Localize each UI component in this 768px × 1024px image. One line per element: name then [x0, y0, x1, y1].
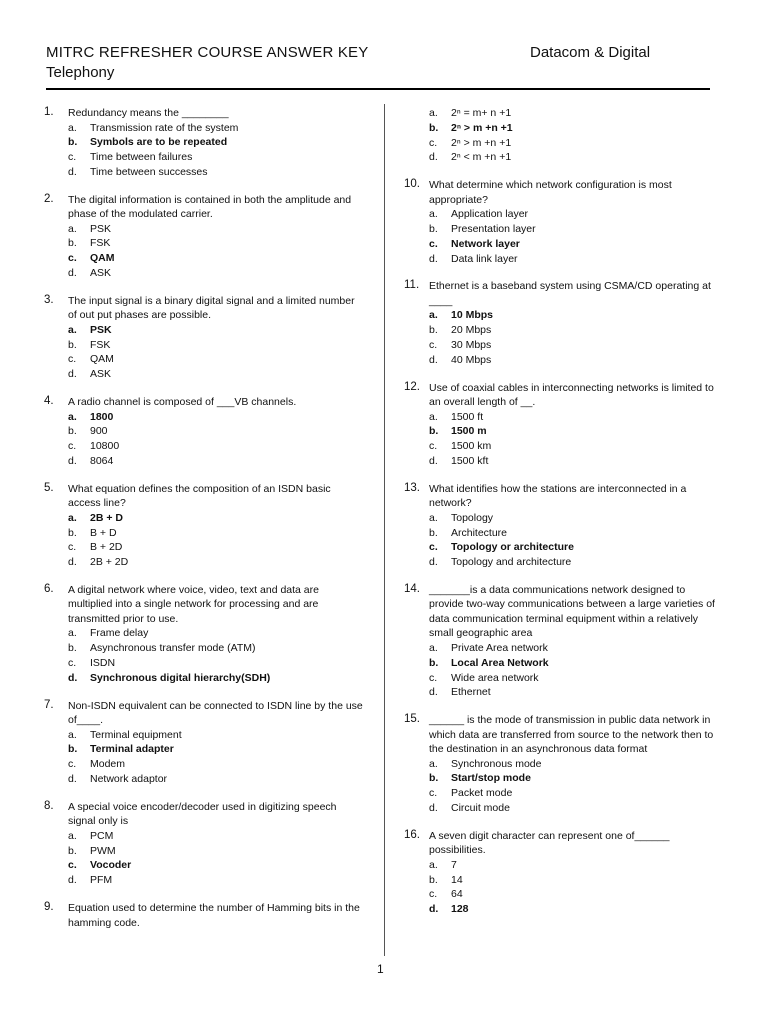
option-letter: c. — [68, 252, 77, 265]
answer-option — [68, 772, 364, 787]
option-text: Vocoder — [90, 859, 132, 872]
option-letter: d. — [68, 368, 77, 381]
answer-option-correct — [68, 135, 364, 150]
column-divider — [384, 104, 385, 956]
answer-option-correct — [68, 511, 364, 526]
option-text: 128 — [451, 903, 469, 916]
option-text: 2ⁿ = m+ n +1 — [451, 107, 512, 119]
question-item — [44, 106, 364, 180]
question-number: 8. — [44, 799, 54, 812]
option-letter: d. — [68, 773, 77, 786]
answer-option — [68, 236, 364, 251]
option-letter: b. — [68, 338, 77, 351]
question-item — [404, 829, 722, 917]
answer-option — [429, 555, 722, 570]
option-text: Packet mode — [451, 787, 513, 800]
option-text: Time between failures — [90, 151, 193, 164]
answer-option — [429, 252, 722, 267]
option-text: FSK — [90, 338, 111, 351]
question-item — [404, 713, 722, 816]
answer-option — [68, 454, 364, 469]
answer-option — [429, 873, 722, 888]
question-number: 7. — [44, 698, 54, 711]
question-text: What identifies how the stations are interconnected in a network? — [429, 482, 687, 510]
answer-option-correct — [68, 323, 364, 338]
option-letter: c. — [68, 151, 77, 164]
option-text: Start/stop mode — [451, 772, 531, 785]
question-text: The digital information is contained in both the amplitude and phase of the modulated carrier. — [68, 193, 352, 221]
option-text: Local Area Network — [451, 656, 549, 669]
option-letter: a. — [429, 208, 438, 221]
question-number: 11. — [404, 279, 420, 292]
answer-option — [429, 150, 722, 165]
option-text: Ethernet — [451, 686, 491, 699]
option-letter: d. — [429, 556, 438, 569]
option-letter: c. — [429, 338, 438, 351]
option-letter: a. — [68, 410, 77, 423]
question-item — [44, 583, 364, 686]
answer-option — [429, 858, 722, 873]
answer-option-correct — [68, 671, 364, 686]
option-letter: b. — [68, 425, 77, 438]
answer-option — [68, 540, 364, 555]
question-item — [404, 381, 722, 469]
answer-option — [429, 222, 722, 237]
option-text: Terminal equipment — [90, 728, 182, 741]
question-number: 6. — [44, 582, 54, 595]
option-letter: b. — [68, 743, 78, 756]
option-text: Topology — [451, 511, 494, 524]
answer-option — [429, 439, 722, 454]
option-text: 2B + 2D — [90, 556, 129, 569]
option-text: PFM — [90, 874, 113, 887]
option-text: 7 — [451, 858, 457, 871]
left-column — [44, 106, 364, 943]
option-text: PCM — [90, 829, 114, 842]
answer-option — [429, 323, 722, 338]
option-letter: c. — [68, 859, 77, 872]
answer-option — [68, 424, 364, 439]
answer-option-correct — [429, 308, 722, 323]
option-text: 2B + D — [90, 511, 123, 524]
question-text: What determine which network configuration is most appropriate? — [429, 179, 672, 206]
option-letter: b. — [429, 772, 439, 785]
answer-option-correct — [68, 858, 364, 873]
answer-option-correct — [429, 902, 722, 917]
question-item — [44, 482, 364, 570]
answer-option — [429, 410, 722, 425]
question-text: Use of coaxial cables in interconnecting networks is limited to an overall length of __. — [429, 381, 714, 409]
option-text: Symbols are to be repeated — [90, 136, 228, 149]
answer-option — [68, 338, 364, 353]
option-letter: b. — [429, 526, 438, 539]
option-text: Time between successes — [90, 165, 208, 178]
option-text: Terminal adapter — [90, 743, 174, 756]
option-text: 10800 — [90, 440, 120, 453]
question-number: 14. — [404, 582, 420, 595]
answer-option — [68, 439, 364, 454]
question-item — [44, 193, 364, 281]
option-letter: c. — [429, 136, 438, 149]
option-text: Frame delay — [90, 627, 149, 640]
question-text: A special voice encoder/decoder used in digitizing speech signal only is — [68, 800, 337, 828]
option-letter: a. — [429, 410, 438, 423]
option-letter: b. — [68, 237, 77, 250]
page-header — [46, 44, 714, 84]
answer-option — [429, 641, 722, 656]
option-text: PSK — [90, 222, 112, 235]
option-text: 20 Mbps — [451, 324, 492, 337]
question-text: A digital network where voice, video, text and data are multiplied into a single network for processing and are transmitted prior to use. — [68, 583, 319, 625]
option-text: 64 — [451, 888, 463, 901]
option-letter: a. — [429, 107, 438, 119]
option-letter: b. — [429, 425, 439, 438]
option-text: Network layer — [451, 237, 520, 250]
option-text: ASK — [90, 368, 112, 381]
header-rule — [46, 88, 710, 90]
option-letter: b. — [429, 873, 438, 886]
right-column — [404, 106, 722, 930]
answer-option — [68, 873, 364, 888]
answer-option — [429, 353, 722, 368]
option-text: Network adaptor — [90, 773, 168, 786]
option-letter: a. — [68, 222, 77, 235]
option-letter: b. — [68, 844, 77, 857]
answer-option — [429, 671, 722, 686]
option-letter: c. — [68, 440, 77, 453]
option-letter: b. — [68, 526, 77, 539]
option-text: Transmission rate of the system — [90, 121, 239, 134]
option-text: 1500 km — [451, 440, 492, 453]
option-letter: a. — [68, 829, 77, 842]
option-letter: c. — [68, 353, 77, 366]
option-text: 10 Mbps — [451, 309, 494, 322]
option-text: ISDN — [90, 657, 116, 670]
question-item — [404, 482, 722, 570]
question-number: 1. — [44, 106, 54, 118]
answer-option — [429, 786, 722, 801]
option-text: 1500 m — [451, 425, 487, 438]
document-title: MITRC REFRESHER COURSE ANSWER KEY — [46, 44, 369, 61]
answer-option — [429, 106, 722, 121]
option-letter: d. — [68, 874, 77, 887]
option-letter: d. — [429, 353, 438, 366]
option-text: Topology or architecture — [451, 541, 574, 554]
question-text: ______ is the mode of transmission in public data network in which data are transferred from source to the network then to the destination in an asynchronous data format — [429, 714, 714, 756]
answer-option — [429, 526, 722, 541]
question-text: Redundancy means the ________ — [68, 107, 229, 119]
option-letter: a. — [429, 641, 438, 654]
question-item — [404, 583, 722, 700]
question-number: 10. — [404, 178, 420, 191]
question-item — [44, 901, 364, 930]
question-item — [404, 178, 722, 266]
option-text: Wide area network — [451, 671, 539, 684]
option-letter: b. — [429, 324, 438, 337]
answer-option-correct — [429, 121, 722, 136]
option-letter: c. — [68, 541, 77, 554]
option-letter: a. — [429, 858, 438, 871]
answer-option — [68, 165, 364, 180]
answer-option-correct — [68, 410, 364, 425]
option-letter: b. — [429, 121, 439, 134]
option-text: Application layer — [451, 208, 529, 221]
option-letter: a. — [68, 511, 77, 524]
page-number: 1 — [377, 962, 384, 976]
option-letter: d. — [68, 454, 77, 467]
option-text: 2ⁿ > m +n +1 — [451, 136, 512, 149]
option-text: 1500 ft — [451, 410, 484, 423]
option-text: Architecture — [451, 526, 508, 539]
answer-option — [429, 454, 722, 469]
option-letter: c. — [429, 541, 438, 554]
option-text: B + D — [90, 526, 117, 539]
option-text: 30 Mbps — [451, 338, 492, 351]
question-text: Non-ISDN equivalent can be connected to ISDN line by the use of____. — [68, 699, 363, 727]
option-text: Data link layer — [451, 252, 518, 265]
question-number: 15. — [404, 713, 420, 726]
option-letter: a. — [429, 309, 438, 322]
option-letter: d. — [429, 686, 438, 699]
question-text: Ethernet is a baseband system using CSMA/CD operating at ____ — [429, 280, 711, 307]
question-number: 13. — [404, 481, 420, 494]
option-text: Presentation layer — [451, 222, 536, 235]
option-text: QAM — [90, 252, 115, 265]
option-text: Synchronous digital hierarchy(SDH) — [90, 671, 271, 684]
option-text: PSK — [90, 323, 112, 336]
question-item — [404, 279, 722, 367]
option-letter: b. — [429, 656, 439, 669]
option-text: Private Area network — [451, 641, 548, 654]
option-letter: c. — [68, 758, 77, 771]
option-letter: c. — [429, 787, 438, 800]
option-text: 40 Mbps — [451, 353, 492, 366]
option-letter: a. — [68, 323, 77, 336]
question-number: 2. — [44, 192, 54, 205]
answer-option — [68, 626, 364, 641]
answer-option — [68, 844, 364, 859]
option-letter: a. — [429, 757, 438, 770]
option-letter: d. — [429, 802, 438, 815]
option-letter: b. — [68, 136, 78, 149]
question-item — [404, 106, 722, 165]
question-text: A radio channel is composed of ___VB channels. — [68, 396, 297, 409]
question-text: The input signal is a binary digital signal and a limited number of out put phases are possible. — [68, 294, 355, 322]
answer-option — [68, 367, 364, 382]
answer-option-correct — [429, 424, 722, 439]
option-letter: d. — [68, 267, 77, 280]
answer-option-correct — [429, 237, 722, 252]
option-letter: d. — [429, 252, 438, 265]
answer-option-correct — [68, 742, 364, 757]
answer-option — [68, 757, 364, 772]
answer-option — [68, 555, 364, 570]
option-letter: d. — [68, 671, 78, 684]
answer-option-correct — [68, 251, 364, 266]
option-text: B + 2D — [90, 541, 123, 554]
answer-option — [68, 266, 364, 281]
option-letter: c. — [68, 657, 77, 670]
answer-option-correct — [429, 540, 722, 555]
option-letter: a. — [68, 728, 77, 741]
question-item — [44, 699, 364, 787]
answer-option — [429, 207, 722, 222]
answer-option — [429, 511, 722, 526]
option-letter: b. — [68, 642, 77, 655]
question-item — [44, 294, 364, 382]
option-text: Topology and architecture — [451, 556, 572, 569]
answer-option-correct — [429, 771, 722, 786]
option-letter: d. — [68, 556, 77, 569]
option-text: 2ⁿ > m +n +1 — [451, 121, 513, 134]
option-text: Modem — [90, 758, 126, 771]
option-text: FSK — [90, 237, 111, 250]
option-letter: a. — [68, 627, 77, 640]
question-number: 4. — [44, 395, 54, 408]
question-number: 16. — [404, 828, 420, 841]
answer-option — [429, 757, 722, 772]
question-item — [44, 395, 364, 469]
option-text: QAM — [90, 353, 114, 366]
option-letter: d. — [429, 454, 438, 467]
question-text: A seven digit character can represent one of______ possibilities. — [429, 829, 670, 857]
answer-option — [68, 150, 364, 165]
answer-option — [429, 136, 722, 151]
answer-option — [68, 641, 364, 656]
option-text: ASK — [90, 267, 112, 280]
option-letter: b. — [429, 222, 438, 235]
option-text: PWM — [90, 844, 116, 857]
option-letter: d. — [429, 151, 438, 164]
question-text: _______is a data communications network designed to provide two-way communications between a large varieties of data communication terminal equipment within a relatively small geographic area — [429, 583, 715, 640]
subject-title-continued: Telephony — [46, 64, 115, 81]
answer-option — [68, 728, 364, 743]
option-letter: d. — [429, 903, 439, 916]
answer-option — [429, 887, 722, 902]
answer-option — [429, 801, 722, 816]
question-text: What equation defines the composition of an ISDN basic access line? — [68, 482, 331, 510]
option-text: Asynchronous transfer mode (ATM) — [90, 642, 256, 655]
answer-option — [429, 685, 722, 700]
option-text: 14 — [451, 873, 463, 886]
question-number: 9. — [44, 901, 54, 913]
answer-option — [68, 829, 364, 844]
option-text: 2ⁿ < m +n +1 — [451, 151, 512, 164]
option-letter: a. — [429, 511, 438, 524]
question-number: 12. — [404, 380, 420, 393]
option-text: Circuit mode — [451, 802, 510, 815]
subject-title: Datacom & Digital — [530, 44, 651, 61]
answer-option — [68, 656, 364, 671]
option-text: 8064 — [90, 454, 114, 467]
question-text: Equation used to determine the number of Hamming bits in the hamming code. — [68, 902, 360, 929]
option-text: 1800 — [90, 410, 114, 423]
answer-option-correct — [429, 656, 722, 671]
answer-option — [429, 338, 722, 353]
option-letter: c. — [429, 440, 438, 453]
answer-option — [68, 121, 364, 136]
option-letter: a. — [68, 121, 77, 134]
answer-option — [68, 352, 364, 367]
option-text: 1500 kft — [451, 454, 489, 467]
option-letter: c. — [429, 237, 438, 250]
answer-option — [68, 526, 364, 541]
option-letter: d. — [68, 165, 77, 178]
question-number: 5. — [44, 481, 54, 494]
option-letter: c. — [429, 888, 438, 901]
question-number: 3. — [44, 293, 54, 306]
option-text: 900 — [90, 425, 108, 438]
option-text: Synchronous mode — [451, 757, 542, 770]
answer-option — [68, 222, 364, 237]
option-letter: c. — [429, 671, 438, 684]
question-item — [44, 800, 364, 888]
